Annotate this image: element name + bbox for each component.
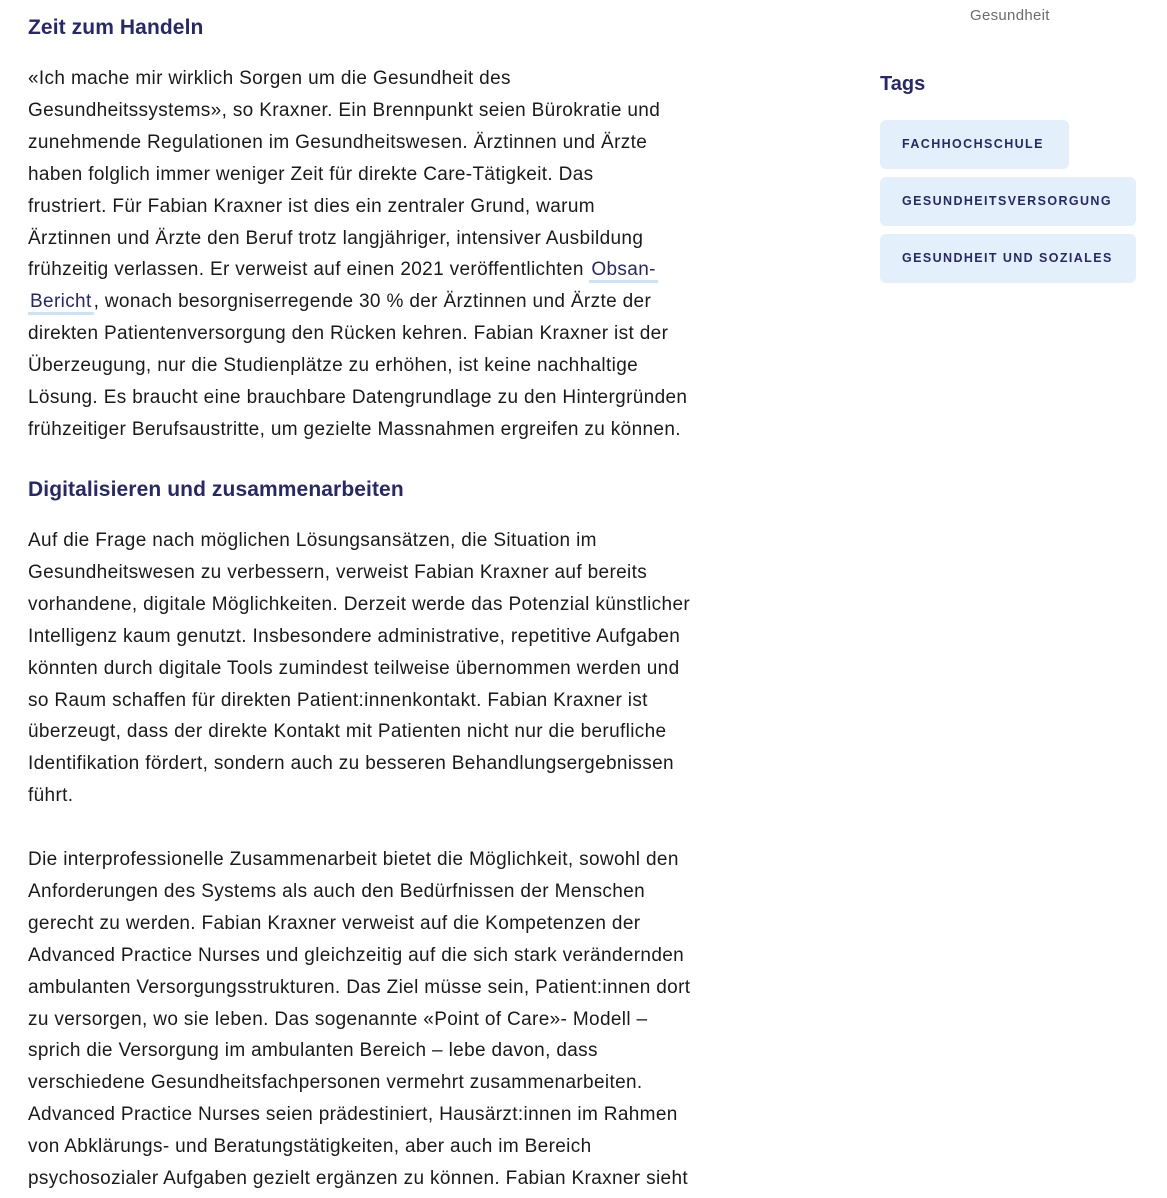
paragraph-line: Anforderungen des Systems als auch den Bedürfnissen der Menschen [28, 880, 646, 902]
paragraph-text: , wonach besorgniserregende 30 % der Ärztinnen und Ärzte der [93, 291, 652, 313]
paragraph-line: könnten durch digitale Tools zumindest teilweise übernommen werden und [28, 657, 680, 679]
category-label: Gesundheit [970, 7, 1050, 24]
paragraph-line: zunehmende Regulationen im Gesundheitswesen. Ärztinnen und Ärzte [28, 131, 648, 153]
section-heading-digitalisieren: Digitalisieren und zusammenarbeiten [28, 478, 404, 501]
paragraph-line: so Raum schaffen für direkten Patient:innenkontakt. Fabian Kraxner ist [28, 689, 648, 711]
paragraph-line: Auf die Frage nach möglichen Lösungsansätzen, die Situation im [28, 530, 597, 551]
paragraph-line: gerecht zu werden. Fabian Kraxner verweist auf die Kompetenzen der [28, 912, 641, 934]
paragraph-line: psychosozialer Aufgaben gezielt ergänzen zu können. Fabian Kraxner sieht [28, 1168, 688, 1190]
paragraph-line: zu versorgen, wo sie leben. Das sogenannte «Point of Care»- Modell – [28, 1008, 648, 1030]
paragraph-line: Intelligenz kaum genutzt. Insbesondere administrative, repetitive Aufgaben [28, 625, 681, 647]
tags-heading: Tags [880, 73, 926, 95]
paragraph-line [28, 286, 818, 318]
paragraph-line: Advanced Practice Nurses und gleichzeitig auf die sich stark verändernden [28, 944, 685, 966]
paragraph-line: Lösung. Es braucht eine brauchbare Datengrundlage zu den Hintergründen [28, 387, 688, 409]
paragraph-line: Gesundheitssystems», so Kraxner. Ein Brennpunkt seien Bürokratie und [28, 99, 661, 121]
article-paragraph [28, 525, 818, 812]
paragraph-line: Advanced Practice Nurses seien prädestiniert, Hausärzt:innen im Rahmen [28, 1104, 678, 1126]
paragraph-line: «Ich mache mir wirklich Sorgen um die Gesundheit des [28, 68, 511, 89]
tag-gesundheit-und-soziales[interactable]: GESUNDHEIT UND SOZIALES [880, 234, 1136, 283]
paragraph-line: Identifikation fördert, sondern auch zu besseren Behandlungsergebnissen [28, 753, 674, 775]
paragraph-line: Die interprofessionelle Zusammenarbeit bietet die Möglichkeit, sowohl den [28, 849, 679, 870]
paragraph-line: vorhandene, digitale Möglichkeiten. Derzeit werde das Potenzial künstlicher [28, 593, 691, 615]
paragraph-line: frustriert. Für Fabian Kraxner ist dies ein zentraler Grund, warum [28, 195, 595, 217]
paragraph-line: haben folglich immer weniger Zeit für direkte Care-Tätigkeit. Das [28, 163, 594, 185]
obsan-bericht-link[interactable]: Bericht [28, 291, 94, 315]
paragraph-line: Überzeugung, nur die Studienplätze zu erhöhen, ist keine nachhaltige [28, 355, 639, 377]
paragraph-line [28, 254, 818, 286]
paragraph-line: überzeugt, dass der direkte Kontakt mit Patienten nicht nur die berufliche [28, 721, 667, 743]
article-paragraph [28, 844, 818, 1195]
paragraph-line: verschiedene Gesundheitsfachpersonen vermehrt zusammenarbeiten. [28, 1072, 643, 1094]
paragraph-line: führt. [28, 785, 74, 807]
paragraph-line: frühzeitiger Berufsaustritte, um gezielte Massnahmen ergreifen zu können. [28, 418, 681, 440]
paragraph-text: frühzeitig verlassen. Er verweist auf einen 2021 veröffentlichten [28, 259, 590, 281]
paragraph-line: Gesundheitswesen zu verbessern, verweist Fabian Kraxner auf bereits [28, 561, 648, 583]
paragraph-line: Ärztinnen und Ärzte den Beruf trotz langjähriger, intensiver Ausbildung [28, 227, 644, 249]
paragraph-line: direkten Patientenversorgung den Rücken kehren. Fabian Kraxner ist der [28, 323, 669, 345]
paragraph-line: sprich die Versorgung im ambulanten Bereich – lebe davon, dass [28, 1040, 598, 1062]
article-paragraph [28, 63, 818, 446]
tag-fachhochschule[interactable]: FACHHOCHSCHULE [880, 120, 1069, 169]
tag-gesundheitsversorgung[interactable]: GESUNDHEITSVERSORGUNG [880, 177, 1136, 226]
paragraph-line: von Abklärungs- und Beratungstätigkeiten, aber auch im Bereich [28, 1136, 592, 1158]
section-heading-zeit-zum-handeln: Zeit zum Handeln [28, 16, 204, 39]
obsan-bericht-link[interactable]: Obsan- [589, 259, 657, 283]
paragraph-line: ambulanten Versorgungsstrukturen. Das Ziel müsse sein, Patient:innen dort [28, 976, 691, 998]
